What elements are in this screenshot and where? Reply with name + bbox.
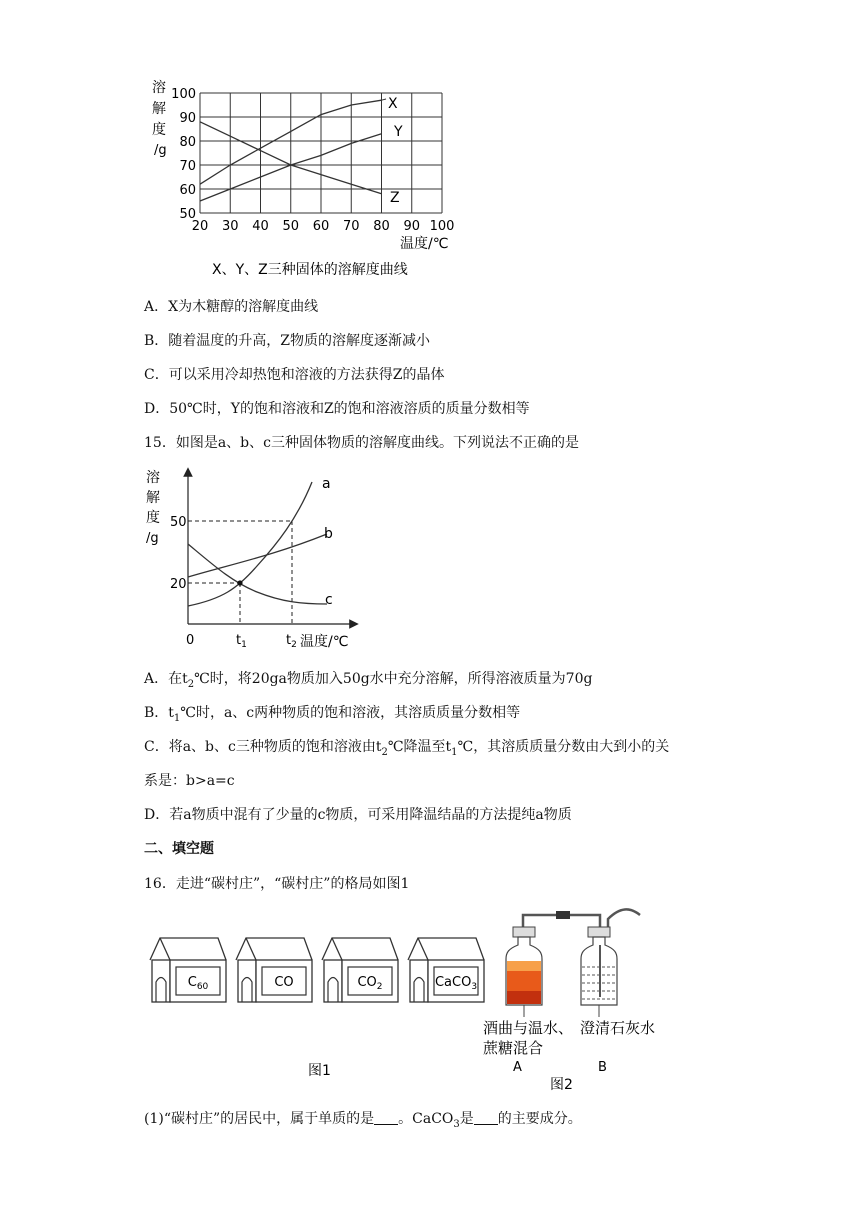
chart1-series-label-z: Z: [390, 190, 400, 206]
chart2-ylabel-char-1: 溶: [146, 470, 160, 486]
chart1-ylabel-char-3: 度: [152, 122, 166, 138]
house-label: CaCO$_3$: [434, 975, 478, 992]
house-caco3: [408, 938, 484, 1002]
chart1-xtick: 90: [403, 219, 421, 234]
chart2-xtick-t1: $t_1$: [236, 633, 247, 650]
solubility-chart-xyz: [150, 78, 470, 278]
bottle-b-label: 澄清石灰水: [580, 1019, 656, 1037]
chart2-xlabel: 温度/℃: [300, 634, 349, 650]
section-title: 二、填空题: [144, 841, 214, 857]
chart1-series: [200, 99, 386, 201]
house-label: $C_{60}$: [187, 975, 209, 992]
figure1-carbon-village: [146, 930, 496, 1080]
chart2-ytick-20: 20: [170, 577, 187, 592]
chart1-caption: X、Y、Z三种固体的溶解度曲线: [212, 262, 408, 278]
chart1-xtick: 80: [373, 219, 390, 234]
answer-blank-2[interactable]: [474, 1110, 498, 1125]
chart2-curve-b: [188, 534, 327, 577]
chart1-ytick: 70: [179, 159, 196, 174]
chart1-ytick: 60: [179, 183, 196, 198]
q15-option-d: D．若a物质中混有了少量的c物质，可采用降温结晶的方法提纯a物质: [144, 807, 572, 823]
chart2-curve-a: [188, 482, 312, 606]
chart2-xtick-t2: $t_2$: [286, 633, 297, 650]
house-label: CO: [274, 975, 294, 990]
house-c60: [150, 938, 226, 1002]
chart1-xlabel: 温度/℃: [400, 236, 449, 252]
chart1-xtick: 30: [221, 219, 239, 234]
bottle-a: [506, 927, 542, 1005]
figure2-label: 图2: [550, 1077, 573, 1093]
q15-option-a: A．在$t_2℃$时，将20ga物质加入50g水中充分溶解，所得溶液质量为70g: [144, 671, 593, 690]
chart2-series-label-a: a: [322, 476, 331, 492]
chart2-ylabel-char-4: /g: [146, 531, 159, 546]
chart1-ylabel-char-2: 解: [152, 101, 166, 117]
bottle-b-letter: B: [598, 1060, 607, 1075]
chart2-series-label-c: c: [325, 592, 333, 608]
chart1-ytick: 80: [179, 135, 196, 150]
chart1-ylabel: [152, 79, 167, 158]
chart2-intersection-point: [237, 580, 242, 585]
house-co: [236, 938, 312, 1002]
q16-subquestion-1: (1)“碳村庄”的居民中，属于单质的是 。CaCO$_3$是 的主要成分。: [144, 1111, 582, 1130]
q15-stem: 15．如图是a、b、c三种固体物质的溶解度曲线。下列说法不正确的是: [144, 435, 579, 451]
chart2-series-label-b: b: [324, 526, 333, 542]
q16-stem: 16．走进“碳村庄”，“碳村庄”的格局如图1: [144, 876, 410, 892]
chart1-xtick: 20: [191, 219, 209, 234]
chart1-ytick: 100: [171, 87, 196, 102]
chart1-leader-x: [382, 99, 387, 100]
chart1-ylabel-char-1: 溶: [152, 80, 166, 96]
q15-option-c: C．将a、b、c三种物质的饱和溶液由$t_2℃$降温至$t_1℃$，其溶质质量分数由大到小的关: [144, 739, 670, 758]
bottle-a-label-2: 蔗糖混合: [483, 1039, 544, 1057]
chart2-ylabel: [146, 469, 160, 546]
chart1-series-label-x: X: [388, 96, 398, 112]
chart1-xtick: 40: [252, 219, 269, 234]
q14-option-a: A．X为木糖醇的溶解度曲线: [144, 299, 319, 315]
q15-option-c-continued: 系是：b>a=c: [144, 773, 235, 789]
chart1-xtick: 50: [282, 219, 300, 234]
q14-option-d: D．50℃时，Y的饱和溶液和Z的饱和溶液溶质的质量分数相等: [144, 401, 530, 417]
answer-blank-1[interactable]: [374, 1110, 398, 1125]
house-co2: [322, 938, 398, 1002]
chart2-ylabel-char-3: 度: [146, 510, 160, 526]
house-row: [150, 938, 484, 1002]
chart2-ylabel-char-2: 解: [146, 490, 160, 506]
q15-option-b: B．$t_1℃$时，a、c两种物质的饱和溶液，其溶质质量分数相等: [144, 705, 521, 724]
chart2-curve-c: [188, 544, 327, 604]
chart1-ytick: 50: [179, 207, 196, 222]
chart1-ylabel-char-4: /g: [154, 143, 167, 158]
figure1-label: 图1: [308, 1063, 331, 1079]
chart2-ytick-50: 50: [170, 515, 187, 530]
chart1-ytick: 90: [179, 111, 196, 126]
q14-option-b: B．随着温度的升高，Z物质的溶解度逐渐减小: [144, 333, 431, 349]
outlet-tube: [608, 909, 640, 933]
figure2-apparatus: [480, 905, 680, 1095]
chart1-x-ticks: [192, 219, 455, 234]
bottle-a-letter: A: [513, 1060, 522, 1075]
chart1-y-ticks: [171, 87, 196, 222]
tube-clamp: [556, 911, 570, 919]
chart2-xtick-origin: 0: [186, 633, 195, 648]
house-label: $CO_2$: [357, 975, 383, 992]
chart1-grid: [200, 93, 442, 213]
chart1-series-label-y: Y: [394, 124, 403, 140]
bottle-a-label-1: 酒曲与温水、: [483, 1019, 574, 1037]
solubility-chart-abc: [142, 464, 372, 654]
q14-option-c: C．可以采用冷却热饱和溶液的方法获得Z的晶体: [144, 367, 445, 383]
chart1-xtick: 70: [342, 219, 360, 234]
chart1-xtick: 60: [312, 219, 330, 234]
bottle-b: [581, 927, 617, 1005]
chart1-xtick: 100: [429, 219, 455, 234]
